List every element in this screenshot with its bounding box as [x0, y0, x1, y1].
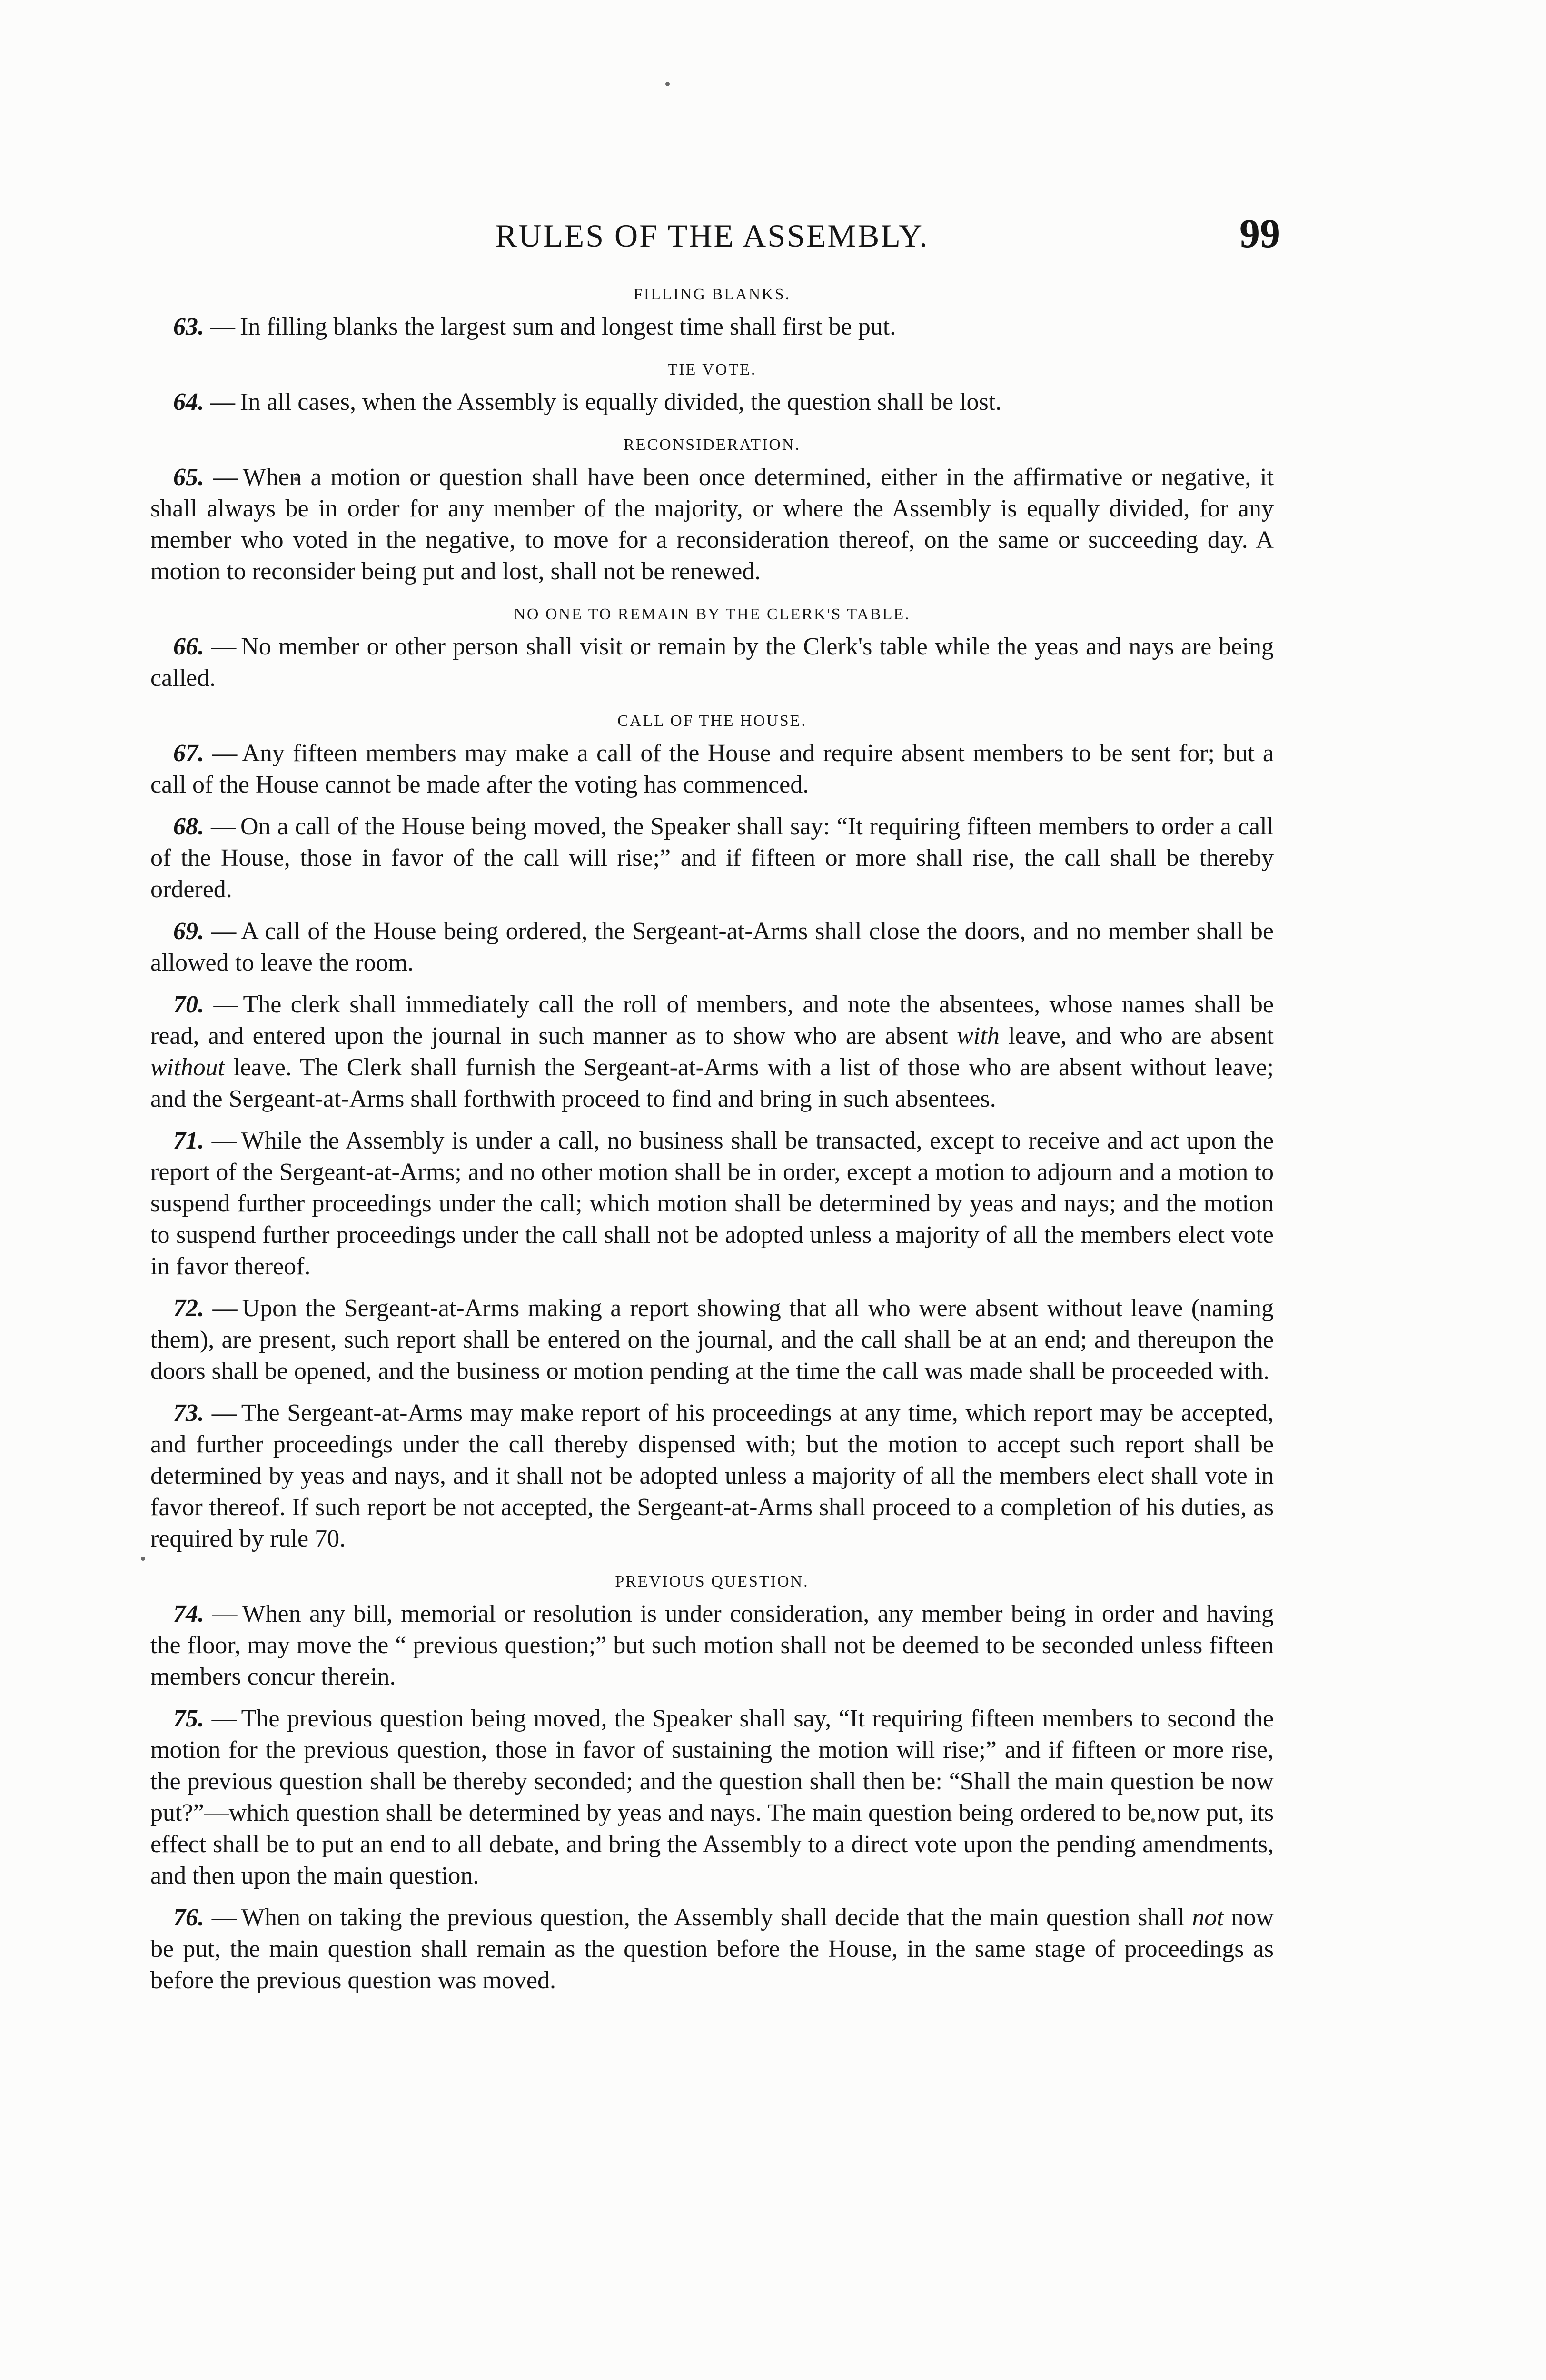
rule-section — [150, 286, 1274, 343]
rule-paragraph — [150, 1293, 1274, 1387]
rule-section — [150, 436, 1274, 587]
rule-text: A call of the House being ordered, the Sergeant-at-Arms shall close the doors, and no member shall be allowed to leave the room. — [150, 918, 1274, 976]
rule-paragraph — [150, 1125, 1274, 1282]
rule-text: On a call of the House being moved, the Speaker shall say: “It requiring fifteen members to order a call of the House, those in favor of the call will rise;” and if fifteen or more shall rise, the call shall be thereby ordered. — [150, 813, 1274, 903]
section-heading: TIE VOTE. — [667, 361, 757, 378]
rule-emphasis: with — [957, 1022, 1000, 1050]
rule-text: leave, and who are absent — [999, 1022, 1274, 1050]
rule-text: The Sergeant-at-Arms may make report of his proceedings at any time, which report may be accepted, and further proceedings under the call thereby dispensed with; but the motion to accept such report shall be determined by yeas and nays, and it shall not be adopted unless a majority of all the members elect shall vote in favor thereof. If such report be not accepted, the Sergeant-at-Arms shall proceed to a completion of his duties, as required by rule 70. — [150, 1399, 1274, 1552]
rule-dash: — — [204, 1127, 237, 1154]
rule-paragraph — [150, 738, 1274, 801]
print-speck — [141, 1557, 145, 1561]
rule-paragraph — [150, 311, 1274, 343]
section-heading: FILLING BLANKS. — [633, 286, 791, 303]
rule-dash: — — [204, 740, 238, 767]
rule-text: leave. The Clerk shall furnish the Sergeant-at-Arms with a list of those who are absent without leave; and the Sergeant-at-Arms shall forthwith proceed to find and bring in such absentees. — [150, 1054, 1274, 1112]
rule-dash: — — [204, 313, 235, 340]
section-heading: CALL OF THE HOUSE. — [617, 712, 807, 730]
rule-dash: — — [204, 1705, 237, 1732]
rule-paragraph — [150, 916, 1274, 979]
rule-dash: — — [204, 464, 238, 491]
rule-dash: — — [204, 918, 237, 945]
running-head — [150, 209, 1280, 262]
rule-number: 66. — [173, 633, 204, 660]
rule-number: 67. — [173, 740, 204, 767]
rule-text: No member or other person shall visit or remain by the Clerk's table while the yeas and nays are being called. — [150, 633, 1274, 692]
rule-text: Any fifteen members may make a call of the House and require absent members to be sent for; but a call of the House cannot be made after the voting has commenced. — [150, 740, 1274, 798]
rule-text: When any bill, memorial or resolution is under consideration, any member being in order and having the floor, may move the “ previous question;” but such motion shall not be deemed to be seconded unless fifteen members concur therein. — [150, 1600, 1274, 1690]
rule-text: The previous question being moved, the Speaker shall say, “It requiring fifteen members to second the motion for the previous question, those in favor of sustaining the motion will rise;” and if fifteen or more rise, the previous question shall be thereby seconded; and the question shall then be: “Shall the main question be now put?”—which question shall be determined by yeas and nays. The main question being ordered to be now put, its effect shall be to put an end to all debate, and bring the Assembly to a direct vote upon the pending amendments, and then upon the main question. — [150, 1705, 1274, 1889]
rule-dash: — — [204, 1295, 238, 1322]
rule-section — [150, 361, 1274, 418]
rule-dash: — — [204, 1600, 238, 1627]
page-number: 99 — [1239, 210, 1280, 256]
rule-section — [150, 605, 1274, 694]
rule-paragraph — [150, 989, 1274, 1115]
rule-paragraph — [150, 1398, 1274, 1555]
print-speck — [665, 82, 670, 86]
rule-section — [150, 1573, 1274, 1996]
rule-dash: — — [204, 991, 238, 1018]
rule-paragraph — [150, 811, 1274, 905]
text-column — [150, 209, 1280, 2007]
rule-number: 74. — [173, 1600, 204, 1627]
rule-dash: — — [204, 1399, 237, 1427]
rule-text: When on taking the previous question, the Assembly shall decide that the main question shall — [241, 1904, 1192, 1931]
rule-dash: — — [204, 1904, 237, 1931]
rule-text: When a motion or question shall have been once determined, either in the affirmative or negative, it shall always be in order for any member of the majority, or where the Assembly is equally divided, for any member who voted in the negative, to move for a reconsideration thereof, on the same or succeeding day. A motion to reconsider being put and lost, shall not be renewed. — [150, 464, 1274, 585]
rule-text: In all cases, when the Assembly is equally divided, the question shall be lost. — [240, 388, 1002, 416]
rule-number: 63. — [173, 313, 204, 340]
rule-text: While the Assembly is under a call, no business shall be transacted, except to receive and act upon the report of the Sergeant-at-Arms; and no other motion shall be in order, except a motion to adjourn and a motion to suspend further proceedings under the call; which motion shall be determined by yeas and nays; and the motion to suspend further proceedings under the call shall not be adopted unless a majority of all the members elect vote in favor thereof. — [150, 1127, 1274, 1280]
rule-paragraph — [150, 631, 1274, 694]
rule-text: Upon the Sergeant-at-Arms making a report showing that all who were absent without leave (naming them), are present, such report shall be entered on the journal, and the call shall be at an end; and thereupon the doors shall be opened, and the business or motion pending at the time the call was made shall be proceeded with. — [150, 1295, 1274, 1385]
rule-paragraph — [150, 1598, 1274, 1693]
rule-number: 76. — [173, 1904, 204, 1931]
section-heading: RECONSIDERATION. — [624, 436, 801, 454]
rule-text: In filling blanks the largest sum and longest time shall first be put. — [240, 313, 896, 340]
rule-dash: — — [204, 633, 237, 660]
rule-text: now be put, the main question shall remain as the question before the House, in the same stage of proceedings as before the previous question was moved. — [150, 1904, 1274, 1994]
rule-number: 75. — [173, 1705, 204, 1732]
rule-number: 70. — [173, 991, 204, 1018]
rule-emphasis: without — [150, 1054, 225, 1081]
rule-emphasis: not — [1192, 1904, 1224, 1931]
rules-body — [150, 286, 1274, 1996]
rule-paragraph — [150, 462, 1274, 587]
rule-number: 71. — [173, 1127, 204, 1154]
rule-paragraph — [150, 1902, 1274, 1996]
rule-number: 65. — [173, 464, 204, 491]
rule-number: 69. — [173, 918, 204, 945]
rule-text: The clerk shall immediately call the roll of members, and note the absentees, whose names shall be read, and entered upon the journal in such manner as to show who are absent — [150, 991, 1274, 1050]
section-heading: NO ONE TO REMAIN BY THE CLERK'S TABLE. — [514, 605, 911, 623]
running-title: RULES OF THE ASSEMBLY. — [495, 218, 929, 254]
rule-paragraph — [150, 387, 1274, 418]
rule-number: 72. — [173, 1295, 204, 1322]
rule-paragraph — [150, 1703, 1274, 1892]
rule-dash: — — [204, 813, 236, 840]
section-heading: PREVIOUS QUESTION. — [615, 1573, 809, 1590]
rule-section — [150, 712, 1274, 1555]
rule-number: 73. — [173, 1399, 204, 1427]
rule-number: 64. — [173, 388, 204, 416]
rule-dash: — — [204, 388, 235, 416]
rule-number: 68. — [173, 813, 204, 840]
